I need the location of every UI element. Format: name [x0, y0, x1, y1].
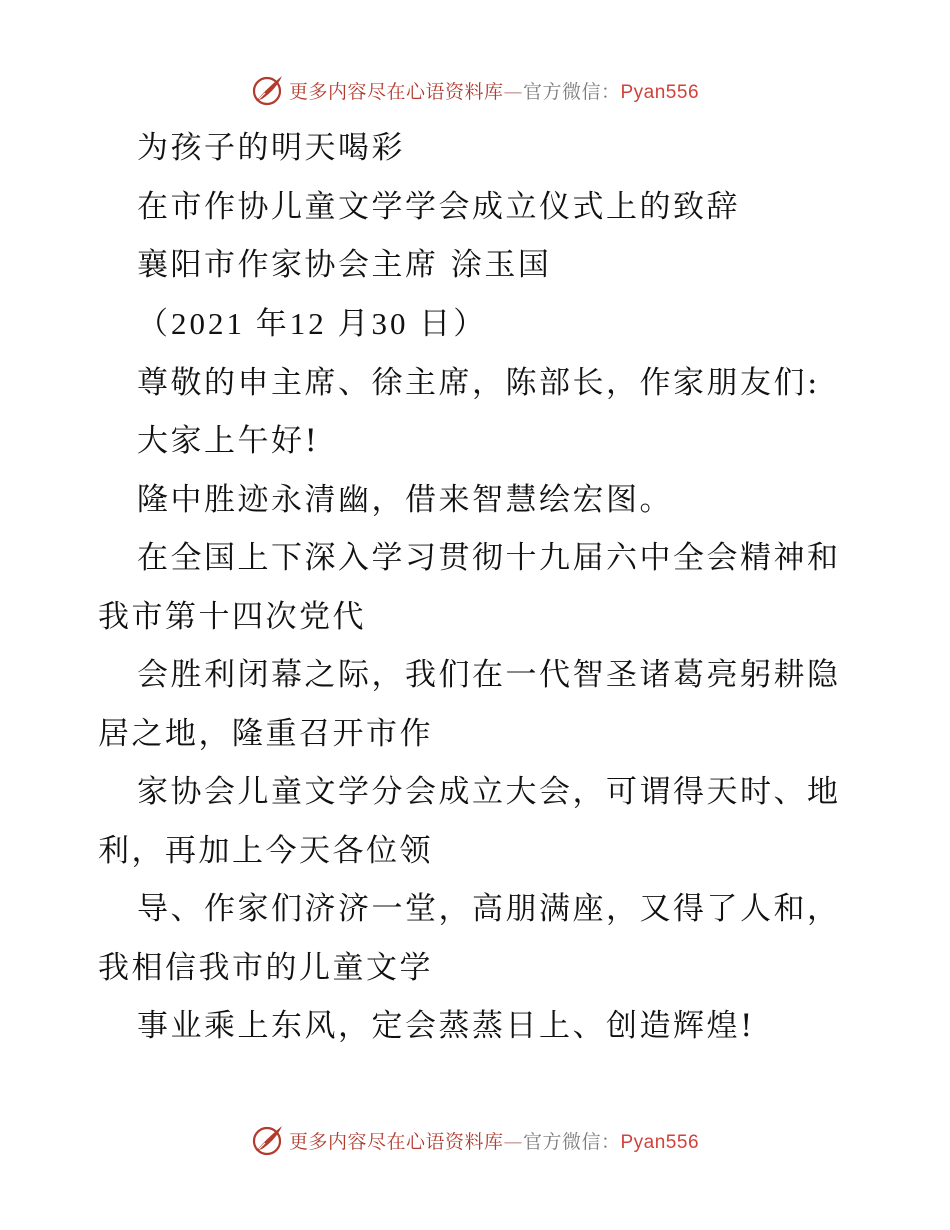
footer-banner: [0, 1120, 950, 1160]
doc-paragraph-5-line-1: 导、作家们济济一堂，高朋满座，又得了人和，: [137, 891, 841, 927]
doc-paragraph-1: 隆中胜迹永清幽，借来智慧绘宏图。: [137, 482, 673, 518]
footer-banner-wechat-id: Pyan556: [620, 1131, 700, 1153]
footer-banner-text: [289, 1127, 699, 1154]
doc-paragraph-3-line-1: 会胜利闭幕之际，我们在一代智圣诸葛亮躬耕隐: [137, 657, 841, 693]
doc-greeting: 大家上午好!: [137, 423, 320, 459]
doc-title: 为孩子的明天喝彩: [137, 130, 405, 166]
footer-banner-wechat-label: 官方微信：: [522, 1130, 621, 1153]
doc-author: 襄阳市作家协会主席 涂玉国: [137, 247, 552, 283]
footer-banner-dash: —: [503, 1130, 523, 1153]
doc-paragraph-3-line-2: 居之地，隆重召开市作: [98, 716, 433, 752]
doc-paragraph-2-line-2: 我市第十四次党代: [98, 599, 366, 635]
header-banner-wechat-label: 官方微信：: [522, 80, 621, 103]
doc-salutation: 尊敬的申主席、徐主席，陈部长，作家朋友们:: [137, 365, 820, 401]
doc-paragraph-6: 事业乘上东风，定会蒸蒸日上、创造辉煌!: [137, 1008, 755, 1044]
doc-paragraph-4-line-2: 利，再加上今天各位领: [98, 833, 433, 869]
doc-paragraph-5-line-2: 我相信我市的儿童文学: [98, 950, 433, 986]
header-banner-main: 更多内容尽在心语资料库: [288, 80, 504, 103]
doc-paragraph-2-line-1: 在全国上下深入学习贯彻十九届六中全会精神和: [137, 540, 841, 576]
quill-pen-logo-icon: [251, 1123, 285, 1157]
footer-banner-main: 更多内容尽在心语资料库: [288, 1130, 504, 1153]
doc-paragraph-4-line-1: 家协会儿童文学分会成立大会，可谓得天时、地: [137, 774, 841, 810]
doc-subtitle: 在市作协儿童文学学会成立仪式上的致辞: [137, 189, 740, 225]
doc-date: （2021 年12 月30 日）: [137, 306, 488, 341]
header-banner-wechat-id: Pyan556: [620, 81, 700, 103]
header-banner-dash: —: [503, 80, 523, 103]
